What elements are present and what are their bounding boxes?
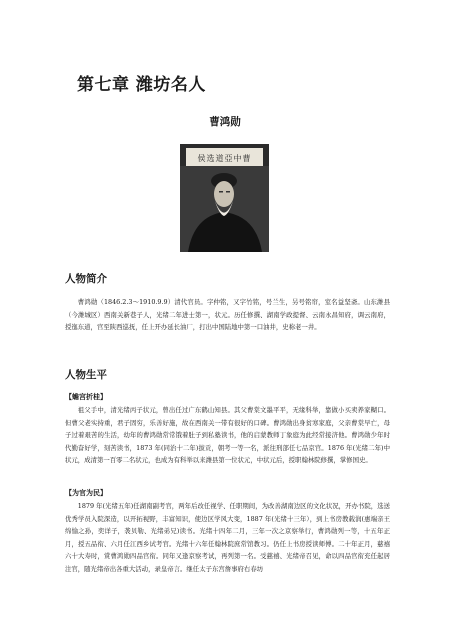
subheading-officialdom: 【为官为民】: [65, 489, 107, 497]
heading-life: 人物生平: [65, 369, 107, 381]
chapter-title: 第七章 潍坊名人: [77, 75, 206, 95]
heading-intro: 人物简介: [65, 273, 107, 285]
subheading-achievement: 【蟾宫折桂】: [65, 393, 107, 401]
intro-paragraph: 曹鸿勋（1846.2.3～1910.9.9）清代官员。字仲铭，又字竹铭，号兰生，另号铭帘，室名益坚斋。山东潍县（今潍城区）西南关新巷子人，光绪二年进士第一，状元。历任修撰、湖南学政提督、云南永昌知府，调云南府，授迤东道，官至陕西巡抚，任上开办延长油厂，打出中国陆地中第一口油井，史称老一井。: [65, 298, 390, 332]
portrait-photo: [180, 144, 269, 252]
life-paragraph-1: 祖父手中，清光绪丙子状元，曾出任过广东鹤山知县。其父曹棠文墨平平，无缘科举，靠做小买卖养家糊口。但曹父老实持重，君子固穷，乐善好施，故在西南关一带有很好的口碑。曹鸿勋出身贫寒家庭，父亲曹棠早亡，母子过着艰苦的生活，幼年的曹鸿勋常常饿着肚子到私塾读书，他的启蒙教师丁象庭为此经常接济他。曹鸿勋少年时代勤奋好学，刻苦读书，1873 年(同治十二年)拔贡，朝考一等一名，派往刑部任七品京官。1876 年(光绪二年)中状元，成清第一百零二名状元，也成为有科举以来潍县第一位状元，中状元后，授职翰林院修撰，掌修国史。: [65, 406, 390, 465]
life-paragraph-2: 1879 年(光绪五年)任湖南副考官，两年后改任视学、任职期间，为改善湖南边区的文化状况，开办书院，选送优秀学员入院深造，以开拓视野，丰富知识，使边区学风大变，1887 年(光绪十三年），到上书房教载润(惠端亲王绵愉之孙，奕详子，袭贝勒、光绪弟兄)读书。光绪十四年二月，三年一次之京察举行，曹鸿勋列一等，十五年正月，授五品衔、六月任江西乡试考官。光绪十六年任翰林院庶常馆教习。仍任上书房授读师傅。二十年正月，慈禧六十大寿时，赏曹鸿勋四品官衔。同年又逢京察考试，再列第一名。受慈禧、光绪帝召见，命以四品官衔充任起居注官，随光绪帝出各重大活动，录皇帝言。继任太子东宫詹事府右春坊: [65, 502, 390, 573]
portrait-figure: [180, 144, 269, 252]
person-name: 曹鸿勋: [209, 116, 241, 128]
calligraphy-text: 侯选道亞中曹: [197, 154, 252, 163]
